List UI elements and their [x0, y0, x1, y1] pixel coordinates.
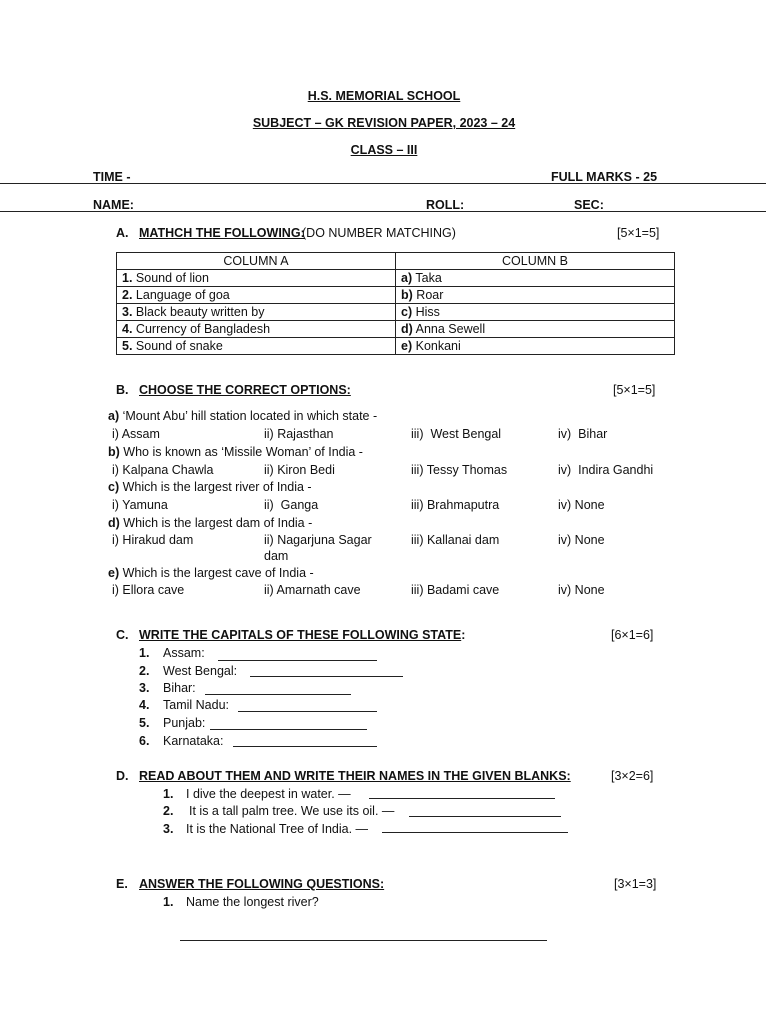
option: ii) Kiron Bedi: [264, 463, 335, 477]
section-a-note: (DO NUMBER MATCHING): [302, 226, 456, 240]
option: iii) Badami cave: [411, 583, 500, 597]
section-c-title: WRITE THE CAPITALS OF THESE FOLLOWING STATE: [139, 628, 462, 642]
option: i) Hirakud dam: [112, 533, 194, 547]
table-row: [117, 321, 675, 338]
subject-title: SUBJECT – GK REVISION PAPER, 2023 – 24: [252, 116, 516, 130]
state-label: Tamil Nadu:: [163, 698, 229, 712]
question-d: [108, 516, 312, 530]
answer-blank[interactable]: [205, 694, 351, 695]
question-label: e): [108, 566, 120, 580]
section-c-marks: [6×1=6]: [611, 628, 654, 642]
row-number: 3.: [122, 305, 133, 319]
column-a-cell: [117, 270, 396, 287]
time-label: TIME -: [93, 170, 131, 184]
column-b-cell: [396, 287, 675, 304]
table-row: [117, 338, 675, 355]
column-a-cell: [117, 304, 396, 321]
column-b-text: Roar: [416, 288, 444, 302]
item-number: 1.: [163, 787, 174, 801]
question-e: [108, 566, 314, 580]
option-continuation: dam: [264, 549, 289, 563]
question-label: a): [108, 409, 120, 423]
state-label: Assam:: [163, 646, 205, 660]
section-e-letter: E.: [116, 877, 128, 891]
answer-blank[interactable]: [369, 798, 555, 799]
column-a-cell: [117, 287, 396, 304]
section-e-title: ANSWER THE FOLLOWING QUESTIONS:: [139, 877, 385, 891]
matching-table: [116, 252, 675, 355]
section-c-title-wrap: [139, 628, 465, 642]
question-text: Which is the largest cave of India -: [122, 566, 314, 580]
option: iv) None: [558, 533, 605, 547]
state-label: Punjab:: [163, 716, 206, 730]
section-a-letter: A.: [116, 226, 129, 240]
answer-blank[interactable]: [218, 660, 377, 661]
column-a-text: Currency of Bangladesh: [135, 322, 271, 336]
option: i) Assam: [112, 427, 160, 441]
option: iii) Kallanai dam: [411, 533, 500, 547]
section-a-title: MATHCH THE FOLLOWING:: [139, 226, 305, 240]
item-number: 4.: [139, 698, 150, 712]
question-text: Which is the largest dam of India -: [123, 516, 313, 530]
option: ii) Amarnath cave: [264, 583, 361, 597]
column-b-text: Anna Sewell: [415, 322, 486, 336]
section-a-marks: [5×1=5]: [617, 226, 660, 240]
option: i) Yamuna: [112, 498, 168, 512]
row-letter: b): [401, 288, 413, 302]
column-a-cell: [117, 338, 396, 355]
option: iii) West Bengal: [411, 427, 502, 441]
table-row: [117, 287, 675, 304]
riddle-text: I dive the deepest in water. —: [186, 787, 351, 801]
answer-blank[interactable]: [233, 746, 377, 747]
answer-blank[interactable]: [238, 711, 377, 712]
row-letter: d): [401, 322, 413, 336]
answer-blank[interactable]: [382, 832, 568, 833]
column-b-cell: [396, 338, 675, 355]
table-header-row: [117, 253, 675, 270]
row-number: 5.: [122, 339, 133, 353]
question-text: ‘Mount Abu’ hill station located in which state -: [122, 409, 378, 423]
item-number: 3.: [139, 681, 150, 695]
option: iv) None: [558, 498, 605, 512]
option: ii) Rajasthan: [264, 427, 334, 441]
column-a-text: Sound of snake: [135, 339, 223, 353]
section-b-title: CHOOSE THE CORRECT OPTIONS:: [139, 383, 351, 397]
answer-blank[interactable]: [409, 816, 561, 817]
column-a-cell: [117, 321, 396, 338]
question-label: b): [108, 445, 120, 459]
school-name: H.S. MEMORIAL SCHOOL: [307, 89, 461, 103]
section-d-letter: D.: [116, 769, 129, 783]
option: iii) Brahmaputra: [411, 498, 500, 512]
section-c-colon: :: [461, 628, 466, 642]
option: ii) Nagarjuna Sagar: [264, 533, 372, 547]
table-row: [117, 304, 675, 321]
section-e-marks: [3×1=3]: [614, 877, 657, 891]
item-number: 6.: [139, 734, 150, 748]
section-b-marks: [5×1=5]: [613, 383, 656, 397]
option: iv) None: [558, 583, 605, 597]
roll-label: ROLL:: [426, 198, 465, 212]
item-number: 2.: [163, 804, 174, 818]
column-b-header: COLUMN B: [396, 253, 675, 270]
question-text: Who is known as ‘Missile Woman’ of India -: [123, 445, 363, 459]
column-a-text: Black beauty written by: [135, 305, 265, 319]
item-number: 1.: [139, 646, 150, 660]
item-number: 1.: [163, 895, 174, 909]
table-row: [117, 270, 675, 287]
class-title: CLASS – III: [350, 143, 418, 157]
row-letter: e): [401, 339, 413, 353]
row-number: 4.: [122, 322, 133, 336]
column-b-text: Konkani: [415, 339, 461, 353]
item-number: 3.: [163, 822, 174, 836]
section-d-title: READ ABOUT THEM AND WRITE THEIR NAMES IN THE GIVEN BLANKS:: [139, 769, 571, 783]
option: ii) Ganga: [264, 498, 319, 512]
question-label: d): [108, 516, 120, 530]
state-label: Bihar:: [163, 681, 196, 695]
column-b-text: Hiss: [415, 305, 440, 319]
question-b: [108, 445, 363, 459]
answer-blank[interactable]: [250, 676, 403, 677]
column-a-header: COLUMN A: [117, 253, 396, 270]
row-letter: a): [401, 271, 413, 285]
option: i) Ellora cave: [112, 583, 185, 597]
section-d-marks: [3×2=6]: [611, 769, 654, 783]
item-number: 5.: [139, 716, 150, 730]
row-number: 2.: [122, 288, 133, 302]
option: i) Kalpana Chawla: [112, 463, 214, 477]
name-label: NAME:: [93, 198, 134, 212]
riddle-text: It is a tall palm tree. We use its oil. —: [189, 804, 395, 818]
column-b-cell: [396, 304, 675, 321]
question-text: Which is the largest river of India -: [122, 480, 312, 494]
column-a-text: Sound of lion: [135, 271, 209, 285]
answer-blank[interactable]: [210, 729, 367, 730]
answer-blank[interactable]: [180, 940, 547, 941]
sec-label: SEC:: [574, 198, 604, 212]
column-b-cell: [396, 270, 675, 287]
full-marks-label: FULL MARKS - 25: [551, 170, 658, 184]
question-label: c): [108, 480, 120, 494]
state-label: West Bengal:: [163, 664, 238, 678]
question-a: [108, 409, 377, 423]
question-text: Name the longest river?: [186, 895, 319, 909]
option: iii) Tessy Thomas: [411, 463, 508, 477]
section-c-letter: C.: [116, 628, 129, 642]
item-number: 2.: [139, 664, 150, 678]
question-c: [108, 480, 312, 494]
riddle-text: It is the National Tree of India. —: [186, 822, 369, 836]
state-label: Karnataka:: [163, 734, 224, 748]
column-a-text: Language of goa: [135, 288, 230, 302]
row-number: 1.: [122, 271, 133, 285]
row-letter: c): [401, 305, 413, 319]
option: iv) Bihar: [558, 427, 608, 441]
column-b-text: Taka: [415, 271, 442, 285]
option: iv) Indira Gandhi: [558, 463, 654, 477]
section-b-letter: B.: [116, 383, 129, 397]
column-b-cell: [396, 321, 675, 338]
